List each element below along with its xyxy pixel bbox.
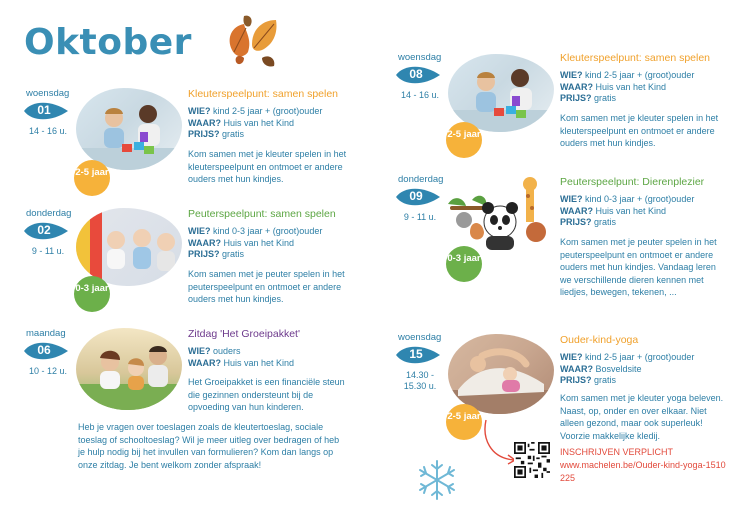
entry-info: WIE? kind 0-3 jaar + (groot)ouder WAAR? Huis van het Kind PRIJS? gratis bbox=[560, 194, 695, 227]
entry-description: Kom samen met je kleuter spelen in het kleuterspeelpunt en ontmoet er andere ouders met hun kindjes. bbox=[560, 113, 719, 148]
entry-time: 14.30 - 15.30 u. bbox=[403, 370, 437, 391]
age-badge: 2-5 jaar bbox=[74, 160, 110, 196]
qr-code[interactable] bbox=[514, 442, 550, 478]
date-number: 02 bbox=[37, 223, 51, 237]
entry-description-extra: Heb je vragen over toeslagen zoals de kleutertoeslag, sociale toeslag of schooltoeslag? Wil je meer uitleg over bedragen of heb je hulp nodig bij het invullen van formulieren? Kom dan langs op onze zitdag. Je bent welkom zonder afspraak! bbox=[78, 422, 340, 470]
entry-description: Kom samen met je peuter spelen in het peuterspeelpunt en ontmoet er andere ouders met hun kindjes. Vandaag leren we verschillende dieren kennen met liedjes, bewegen, tekenen, ... bbox=[560, 237, 717, 297]
photo-yoga bbox=[448, 334, 554, 414]
entry-info: WIE? kind 0-3 jaar + (groot)ouder WAAR? Huis van het Kind PRIJS? gratis bbox=[188, 226, 323, 259]
date-number: 09 bbox=[409, 189, 423, 203]
entry-time: 9 - 11 u. bbox=[31, 246, 65, 256]
entry-day: woensdag bbox=[26, 88, 70, 99]
date-badge bbox=[24, 100, 68, 122]
photo-babies bbox=[76, 208, 182, 286]
date-number: 08 bbox=[409, 67, 423, 81]
date-badge bbox=[24, 220, 68, 242]
entry-description: Kom samen met je kleuter yoga beleven. Naast, op, onder en over elkaar. Niet alleen gezond, maar ook superleuk! Voorzie makkelijke kledij. bbox=[560, 393, 724, 441]
entry-info: WIE? kind 2-5 jaar + (groot)ouder WAAR? Bosveldsite PRIJS? gratis bbox=[560, 352, 695, 385]
entry-day: maandag bbox=[26, 328, 66, 339]
autumn-leaves-icon bbox=[222, 10, 292, 72]
entry-description: Kom samen met je kleuter spelen in het kleuterspeelpunt en ontmoet er andere ouders met hun kindjes. bbox=[188, 149, 347, 184]
entry-description: Het Groeipakket is een financiële steun die gezinnen ondersteunt bij de opvoeding van hun kinderen. bbox=[188, 377, 345, 412]
photo-family bbox=[76, 328, 182, 410]
snowflake-icon bbox=[415, 458, 459, 502]
entry-description: Kom samen met je peuter spelen in het peuterspeelpunt en ontmoet er andere ouders met hun kindjes. bbox=[188, 269, 345, 304]
illustration-animals bbox=[446, 176, 554, 256]
entry-info: WIE? kind 2-5 jaar + (groot)ouder WAAR? Huis van het Kind PRIJS? gratis bbox=[560, 70, 695, 103]
entry-heading: Peuterspeelpunt: samen spelen bbox=[188, 208, 336, 220]
entry-time: 14 - 16 u. bbox=[28, 126, 68, 136]
entry-day: woensdag bbox=[398, 52, 442, 63]
entry-heading: Ouder-kind-yoga bbox=[560, 334, 639, 346]
date-badge bbox=[396, 186, 440, 208]
photo-children-playing bbox=[76, 88, 182, 170]
date-number: 15 bbox=[409, 347, 423, 361]
entry-time: 10 - 12 u. bbox=[28, 366, 68, 376]
entry-heading: Peuterspeelpunt: Dierenplezier bbox=[560, 176, 705, 188]
entry-info: WIE? kind 2-5 jaar + (groot)ouder WAAR? Huis van het Kind PRIJS? gratis bbox=[188, 106, 323, 139]
signup-notice: INSCHRIJVEN VERPLICHT bbox=[560, 447, 674, 457]
date-badge bbox=[396, 64, 440, 86]
entry-time: 9 - 11 u. bbox=[403, 212, 437, 222]
entry-time: 14 - 16 u. bbox=[400, 90, 440, 100]
entry-info: WIE? ouders WAAR? Huis van het Kind bbox=[188, 346, 295, 368]
age-badge: 2-5 jaar bbox=[446, 122, 482, 158]
entry-day: donderdag bbox=[398, 174, 444, 185]
date-number: 01 bbox=[37, 103, 51, 117]
entry-day: donderdag bbox=[26, 208, 72, 219]
age-badge: 0-3 jaar bbox=[446, 246, 482, 282]
age-badge: 0-3 jaar bbox=[74, 276, 110, 312]
page-title: Oktober bbox=[24, 22, 192, 63]
photo-children-playing bbox=[448, 54, 554, 132]
signup-link[interactable]: www.machelen.be/Ouder-kind-yoga-1510225 bbox=[560, 460, 726, 483]
entry-heading: Zitdag 'Het Groeipakket' bbox=[188, 328, 300, 340]
entry-heading: Kleuterspeelpunt: samen spelen bbox=[560, 52, 711, 64]
age-badge: 2-5 jaar bbox=[446, 404, 482, 440]
entry-heading: Kleuterspeelpunt: samen spelen bbox=[188, 88, 339, 100]
date-number: 06 bbox=[37, 343, 51, 357]
entry-day: woensdag bbox=[398, 332, 442, 343]
date-badge bbox=[396, 344, 440, 366]
date-badge bbox=[24, 340, 68, 362]
